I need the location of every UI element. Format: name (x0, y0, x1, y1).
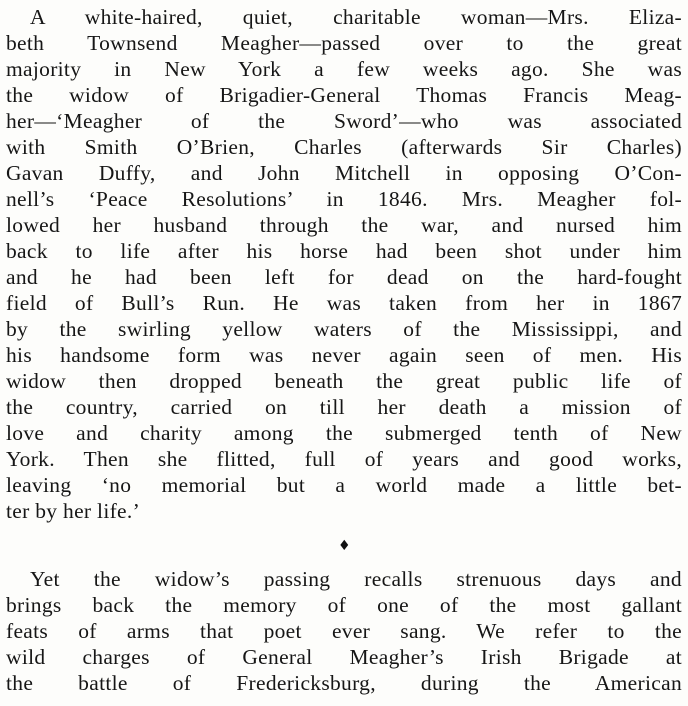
paragraph-2-line-5: the battle of Fredericksburg, during the American (6, 671, 682, 695)
paragraph-2-line-4: wild charges of General Meagher’s Irish Brigade at (6, 645, 682, 669)
paragraph-1-line-15: widow then dropped beneath the great public life of (6, 369, 682, 393)
section-separator-mark: ♦ (338, 538, 351, 554)
paragraph-1-line-11: and he had been left for dead on the hard-fought (6, 265, 682, 289)
paragraph-1-line-16: the country, carried on till her death a mission of (6, 395, 682, 419)
paragraph-2-line-3: feats of arms that poet ever sang. We refer to the (6, 619, 682, 643)
paragraph-1-line-1: A white-haired, quiet, charitable woman—Mrs. Eliza- (30, 5, 682, 29)
paragraph-1-line-14: his handsome form was never again seen of men. His (6, 343, 682, 367)
paragraph-1-line-10: back to life after his horse had been shot under him (6, 239, 682, 263)
paragraph-1-line-5: her—‘Meagher of the Sword’—who was associated (6, 109, 682, 133)
paragraph-1-line-13: by the swirling yellow waters of the Mississippi, and (6, 317, 682, 341)
paragraph-1-line-20: ter by her life.’ (6, 499, 141, 523)
paragraph-1-line-12: field of Bull’s Run. He was taken from her in 1867 (6, 291, 682, 315)
paragraph-1-line-7: Gavan Duffy, and John Mitchell in opposing O’Con- (6, 161, 682, 185)
paragraph-1-line-6: with Smith O’Brien, Charles (afterwards Sir Charles) (6, 135, 682, 159)
paragraph-2-line-2: brings back the memory of one of the most gallant (6, 593, 682, 617)
paragraph-1-line-8: nell’s ‘Peace Resolutions’ in 1846. Mrs. Meagher fol- (6, 187, 682, 211)
paragraph-1-line-3: majority in New York a few weeks ago. She was (6, 57, 682, 81)
paragraph-1-line-4: the widow of Brigadier-General Thomas Francis Meag- (6, 83, 682, 107)
paragraph-2-line-1: Yet the widow’s passing recalls strenuous days and (30, 567, 682, 591)
paragraph-1-line-19: leaving ‘no memorial but a world made a little bet- (6, 473, 682, 497)
paragraph-1-line-2: beth Townsend Meagher—passed over to the great (6, 31, 682, 55)
paragraph-1-line-17: love and charity among the submerged tenth of New (6, 421, 682, 445)
paragraph-1-line-9: lowed her husband through the war, and nursed him (6, 213, 682, 237)
paragraph-1-line-18: York. Then she flitted, full of years and good works, (6, 447, 682, 471)
